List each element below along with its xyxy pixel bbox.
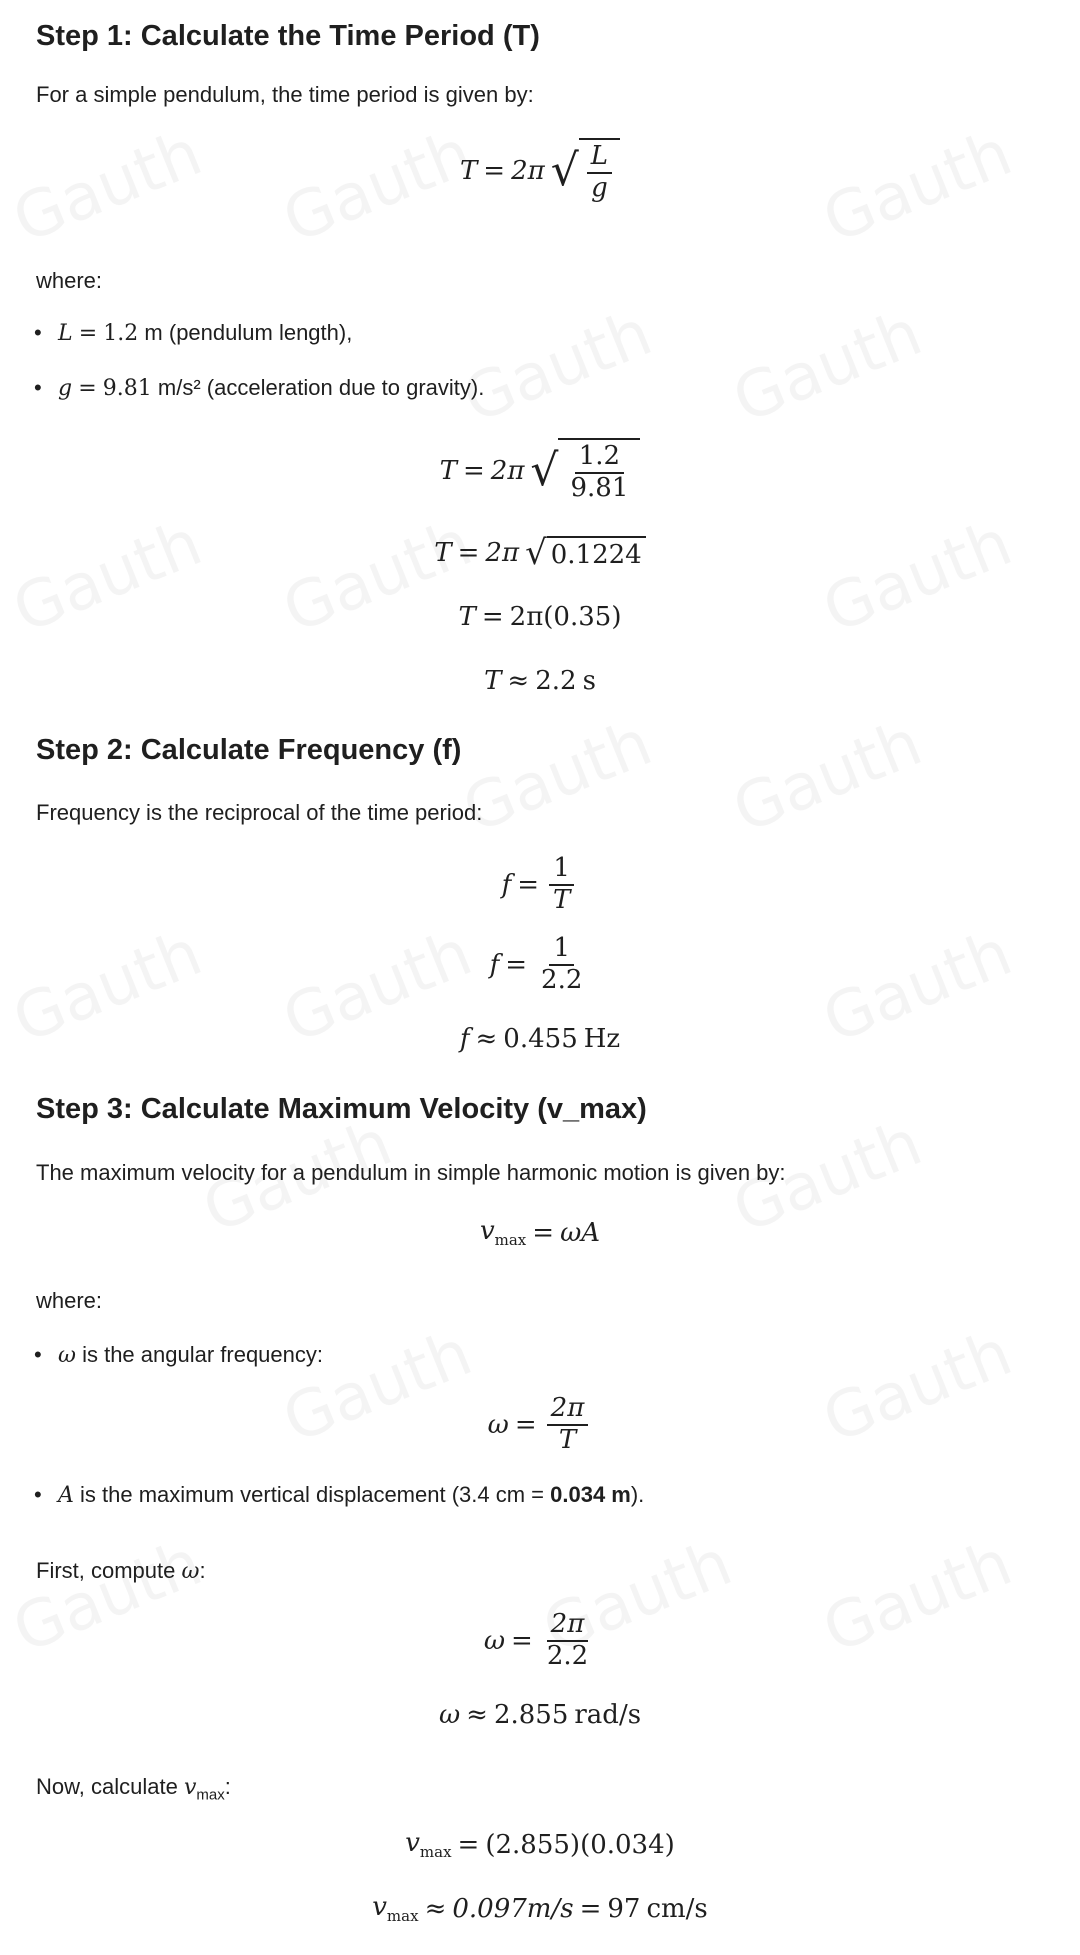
step1-where: where:: [36, 268, 103, 293]
bullet-gravity: • g = 9.81 m/s² (acceleration due to gravity).: [58, 375, 484, 401]
omega-formula: ω = $\frac{2\pi}{T}$: [0, 1394, 1080, 1456]
watermark: [723, 296, 932, 438]
period-formula: T = 2π √ $\frac{L}{g}$: [0, 138, 1080, 204]
now-calculate-text: Now, calculate $v_{max}$:: [36, 1774, 231, 1804]
sqrt: √ $\frac{1.2}{9.81}$: [530, 438, 640, 504]
step1-intro: For a simple pendulum, the time period is given by:: [36, 82, 534, 107]
fraction: $\frac{1}{2.2}$: [541, 933, 583, 995]
fraction: $\frac{1}{T}$: [549, 854, 574, 916]
sqrt: √ $\frac{L}{g}$: [551, 138, 620, 204]
period-eq-2: T = 2π √ 0.1224: [0, 536, 1080, 570]
sqrt: √ 0.1224: [525, 536, 646, 570]
frequency-formula: f = $\frac{1}{T}$: [0, 854, 1080, 916]
omega-result: ω ≈ 2.855 rad/s: [438, 1700, 642, 1730]
frequency-eq-2: f = $\frac{1}{2.2}$: [0, 934, 1080, 996]
bullet-amplitude: • A is the maximum vertical displacement (3.4 cm = 0.034 m).: [58, 1482, 644, 1508]
first-compute-text: First, compute ω:: [36, 1558, 206, 1584]
watermark: [723, 706, 932, 848]
fraction: $\frac{2\pi}{T}$: [547, 1394, 589, 1456]
period-eq-3: T = 2π(0.35): [458, 602, 622, 632]
omega-eq-1: ω = $\frac{2\pi}{2.2}$: [0, 1610, 1080, 1672]
vmax-eq-1: $v_{max}$ = (2.855)(0.034): [405, 1828, 675, 1862]
watermark: [453, 296, 662, 438]
step2-intro: Frequency is the reciprocal of the time period:: [36, 800, 483, 825]
vmax-formula: $v_{max}$ = ωA: [479, 1216, 601, 1250]
watermark: [453, 706, 662, 848]
step3-heading: Step 3: Calculate Maximum Velocity (v_max): [36, 1093, 647, 1125]
bullet-length: • L = 1.2 m (pendulum length),: [58, 320, 352, 346]
step2-heading: Step 2: Calculate Frequency (f): [36, 734, 462, 766]
step1-heading: Step 1: Calculate the Time Period (T): [36, 20, 540, 52]
frequency-result: f ≈ 0.455 Hz: [459, 1024, 621, 1054]
step3-where: where:: [36, 1288, 103, 1313]
fraction: $\frac{L}{g}$: [587, 142, 612, 204]
fraction: $\frac{2\pi}{2.2}$: [546, 1609, 589, 1671]
fraction: $\frac{1.2}{9.81}$: [570, 441, 629, 503]
period-eq-1: T = 2π √ $\frac{1.2}{9.81}$: [0, 438, 1080, 504]
bullet-omega: • ω is the angular frequency:: [58, 1342, 323, 1368]
step3-intro: The maximum velocity for a pendulum in simple harmonic motion is given by:: [36, 1160, 786, 1185]
period-result: T ≈ 2.2 s: [484, 666, 596, 696]
vmax-result: $v_{max}$ ≈ 0.097m/s = 97 cm/s: [372, 1892, 708, 1926]
